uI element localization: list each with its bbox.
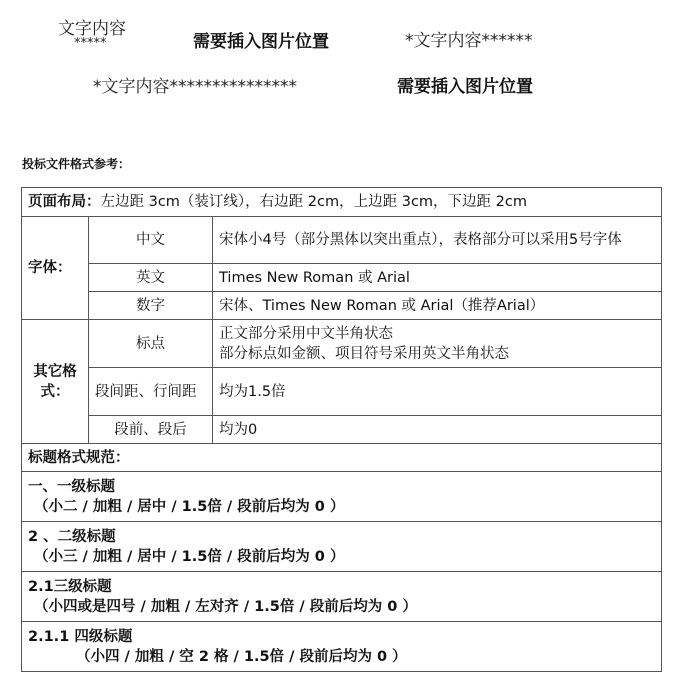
other-name-cell: 段间距、行间距 [89, 368, 213, 416]
table-row [22, 292, 662, 320]
table-row [22, 416, 662, 444]
page-layout-label: 页面布局： [28, 194, 101, 210]
heading-desc: （小四 / 加粗 / 空 2 格 / 1.5倍 / 段前后均为 0 ） [76, 648, 407, 665]
font-value-cell: 宋体小4号（部分黑体以突出重点），表格部分可以采用5号字体 [213, 217, 662, 264]
heading-desc: （小二 / 加粗 / 居中 / 1.5倍 / 段前后均为 0 ） [34, 498, 345, 515]
image-placeholder-1: 需要插入图片位置 [193, 32, 329, 52]
other-value-cell: 均为0 [213, 416, 662, 444]
font-value-cell: 宋体、Times New Roman 或 Arial（推荐Arial） [213, 292, 662, 320]
font-name-cell: 英文 [89, 264, 213, 292]
reference-title: 投标文件格式参考： [22, 157, 131, 171]
other-value-cell [213, 320, 662, 368]
table-row [22, 217, 662, 264]
heading-title: 2.1.1 四级标题 [28, 628, 133, 645]
other-value-cell: 均为1.5倍 [213, 368, 662, 416]
heading-level-2-cell [22, 522, 662, 572]
font-label: 字体： [22, 217, 89, 320]
heading-title: 2 、二级标题 [28, 528, 116, 545]
table-row [22, 188, 662, 217]
heading-desc: （小三 / 加粗 / 居中 / 1.5倍 / 段前后均为 0 ） [34, 548, 345, 565]
punctuation-line-2: 部分标点如金额、项目符号采用英文半角状态 [219, 345, 509, 362]
text-label-3: *文字内容*************** [93, 77, 297, 97]
table-row [22, 522, 662, 572]
heading-desc: （小四或是四号 / 加粗 / 左对齐 / 1.5倍 / 段前后均为 0 ） [34, 598, 417, 615]
table-row [22, 472, 662, 522]
table-row [22, 320, 662, 368]
font-name-cell: 数字 [89, 292, 213, 320]
page-layout-value: 左边距 3cm（装订线），右边距 2cm，上边距 3cm，下边距 2cm [100, 194, 527, 210]
text-label-1: 文字内容 [58, 19, 126, 39]
heading-level-3-cell [22, 572, 662, 622]
other-name-cell: 标点 [89, 320, 213, 368]
font-value-cell: Times New Roman 或 Arial [213, 264, 662, 292]
heading-level-4-cell [22, 622, 662, 672]
heading-level-1-cell [22, 472, 662, 522]
punctuation-line-1: 正文部分采用中文半角状态 [219, 325, 393, 342]
table-row [22, 622, 662, 672]
other-format-label: 其它格式： [22, 320, 89, 444]
image-placeholder-2: 需要插入图片位置 [397, 77, 533, 97]
table-row [22, 444, 662, 472]
format-spec-table [21, 187, 662, 672]
table-row [22, 368, 662, 416]
heading-spec-title: 标题格式规范： [22, 444, 662, 472]
heading-title: 一、一级标题 [28, 478, 115, 495]
text-label-2: *文字内容****** [405, 31, 533, 51]
font-name-cell: 中文 [89, 217, 213, 264]
table-row [22, 572, 662, 622]
heading-title: 2.1三级标题 [28, 578, 112, 595]
table-row [22, 264, 662, 292]
text-stars-1: ***** [74, 36, 107, 51]
other-name-cell: 段前、段后 [89, 416, 213, 444]
page-layout-cell [22, 188, 662, 217]
